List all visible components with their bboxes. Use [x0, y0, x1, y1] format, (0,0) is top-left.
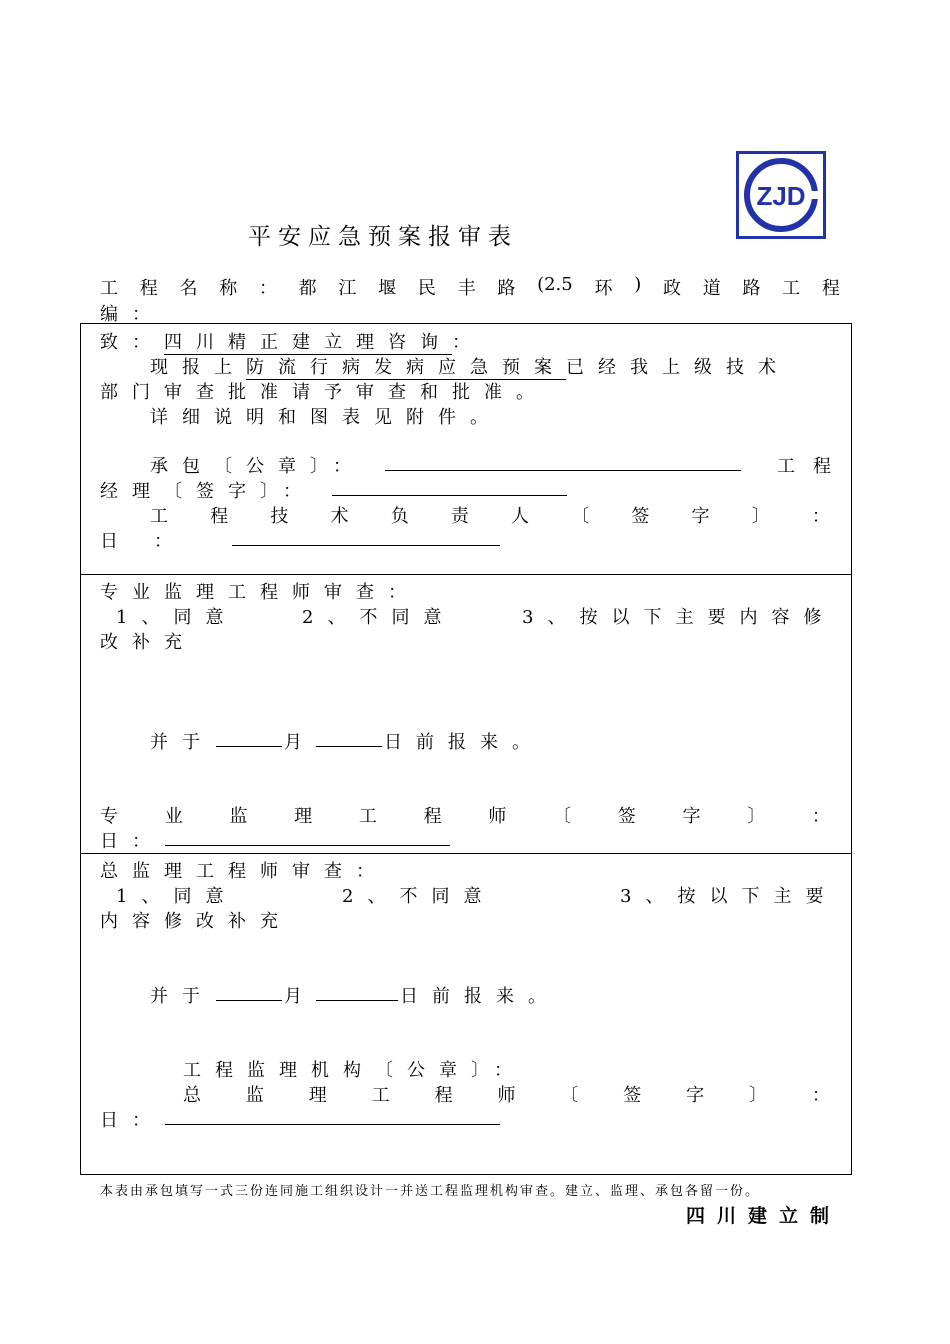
project-label-char: 名 [179, 278, 198, 299]
org-seal-label: 工程监理机构〔公章〕： [183, 1060, 526, 1081]
specialist-day-label: 日前报来。 [384, 732, 544, 753]
specialist-option-3-cont: 改补充 [100, 632, 196, 653]
project-name-part: 环 [594, 278, 613, 299]
specialist-day-line[interactable] [316, 746, 382, 747]
project-name-row [100, 274, 840, 300]
chief-sign-char: 字 [686, 1085, 705, 1106]
project-name-part: 路 [497, 278, 516, 299]
tech-lead-sign-char: 工 [150, 506, 168, 527]
specialist-sign-char: 工 [358, 806, 377, 827]
specialist-date-line[interactable] [165, 845, 450, 846]
chief-deadline-prefix: 并于 [150, 986, 214, 1007]
contractor-seal-label: 承包〔公章〕： [150, 456, 365, 477]
approval-line: 部门审查批准请予审查和批准。 [100, 382, 548, 403]
project-label-char: ： [258, 278, 277, 299]
chief-sign-char: 监 [245, 1085, 264, 1106]
specialist-sign-char: 业 [164, 806, 183, 827]
specialist-sign-char: 签 [617, 806, 636, 827]
project-name-part: 程 [821, 278, 840, 299]
specialist-sign-char: 监 [229, 806, 248, 827]
chief-month-label: 月 [284, 986, 302, 1007]
specialist-sign-char: 〔 [553, 806, 572, 827]
tech-lead-sign-char: 字 [691, 506, 710, 527]
tech-lead-sign-char: 责 [450, 506, 469, 527]
recipient-name: 四川精正建立理咨询 [164, 328, 452, 355]
specialist-date-label: 日： [100, 831, 164, 852]
specialist-option-3: 3、按以下主要内容修 [522, 607, 836, 628]
manager-sign-label: 经理〔签字〕： [100, 481, 315, 502]
chief-sign-char: ： [811, 1085, 830, 1106]
plan-name: 防流行病发病应急预案 [246, 353, 566, 380]
tech-lead-sign-char: 负 [390, 506, 409, 527]
chief-day-label: 日前报来。 [400, 986, 560, 1007]
project-name-part: ) [634, 274, 642, 295]
specialist-review-heading: 专业监理工程师审查： [100, 582, 420, 603]
chief-date-label: 日： [100, 1110, 164, 1131]
project-number-label: 编： [100, 304, 164, 325]
project-word: 工程 [777, 456, 849, 477]
tech-lead-sign-char: 技 [270, 506, 289, 527]
tech-lead-sign-char: 程 [210, 506, 229, 527]
tech-lead-sign-char: 人 [511, 506, 530, 527]
svg-text:ZJD: ZJD [756, 181, 806, 211]
project-label-char: 称 [219, 278, 238, 299]
to-line [100, 328, 484, 355]
project-name-part: 道 [702, 278, 721, 299]
page-title: 平安应急预案报审表 [248, 224, 518, 250]
chief-month-line[interactable] [216, 1000, 282, 1001]
tech-lead-sign-char: 签 [631, 506, 650, 527]
chief-sign-char: 程 [434, 1085, 453, 1106]
specialist-option-1: 1、同意 [116, 607, 238, 628]
section-divider-2 [80, 853, 852, 854]
chief-sign-char: 签 [623, 1085, 642, 1106]
to-label: 致： [100, 332, 164, 353]
project-name-part: 工 [782, 278, 801, 299]
specialist-sign-char: ： [811, 806, 830, 827]
attachment-line: 详细说明和图表见附件。 [150, 407, 502, 428]
tech-lead-date-label: 日 ： [100, 531, 172, 552]
chief-sign-char: 理 [308, 1085, 327, 1106]
specialist-sign-char: 字 [682, 806, 701, 827]
specialist-sign-char: 师 [488, 806, 507, 827]
specialist-month-line[interactable] [216, 746, 282, 747]
project-name-part: 江 [338, 278, 357, 299]
specialist-sign-char: 专 [100, 806, 118, 827]
project-name-part: 堰 [378, 278, 397, 299]
project-label-char: 工 [100, 278, 118, 299]
chief-option-3: 3、按以下主要 [620, 886, 838, 907]
report-suffix: 已经我上级技术 [566, 357, 790, 378]
project-name-part: 政 [662, 278, 681, 299]
maker-label: 四川建立制 [686, 1205, 842, 1227]
chief-sign-char: 师 [497, 1085, 516, 1106]
specialist-deadline-prefix: 并于 [150, 732, 214, 753]
chief-option-1: 1、同意 [116, 886, 238, 907]
chief-day-line[interactable] [316, 1000, 398, 1001]
footer-note: 本表由承包填写一式三份连同施工组织设计一并送工程监理机构审查。建立、监理、承包各留一份。 [100, 1184, 761, 1199]
specialist-sign-label [100, 802, 830, 828]
report-line [150, 353, 790, 380]
section-divider-1 [80, 574, 852, 575]
recipient-suffix: ： [452, 332, 484, 353]
project-name-part: 民 [417, 278, 436, 299]
company-logo [736, 151, 826, 239]
specialist-option-2: 2、不同意 [302, 607, 456, 628]
chief-sign-char: 总 [183, 1085, 201, 1106]
tech-lead-sign-char: 〔 [571, 506, 590, 527]
tech-lead-date-line[interactable] [232, 545, 500, 546]
project-name-part: 丰 [457, 278, 476, 299]
tech-lead-sign-char: ： [811, 506, 830, 527]
project-label-char: 程 [139, 278, 158, 299]
project-name-part: (2.5 [537, 274, 573, 295]
chief-sign-char: 工 [371, 1085, 390, 1106]
tech-lead-sign-label [150, 502, 830, 528]
chief-sign-char: 〕 [749, 1085, 768, 1106]
manager-sign-line[interactable] [332, 495, 567, 496]
chief-option-2: 2、不同意 [342, 886, 496, 907]
chief-sign-label [183, 1081, 830, 1107]
tech-lead-sign-char: 〕 [751, 506, 770, 527]
tech-lead-sign-char: 术 [330, 506, 349, 527]
specialist-sign-char: 〕 [747, 806, 766, 827]
chief-date-line[interactable] [165, 1124, 500, 1125]
specialist-month-label: 月 [284, 732, 302, 753]
specialist-sign-char: 程 [423, 806, 442, 827]
report-prefix: 现报上 [150, 357, 246, 378]
chief-sign-char: 〔 [560, 1085, 579, 1106]
contractor-seal-line[interactable] [385, 470, 741, 471]
project-name-part: 都 [298, 278, 317, 299]
chief-option-3-cont: 内容修改补充 [100, 911, 292, 932]
project-name-part: 路 [742, 278, 761, 299]
chief-review-heading: 总监理工程师审查： [100, 861, 388, 882]
specialist-sign-char: 理 [294, 806, 313, 827]
